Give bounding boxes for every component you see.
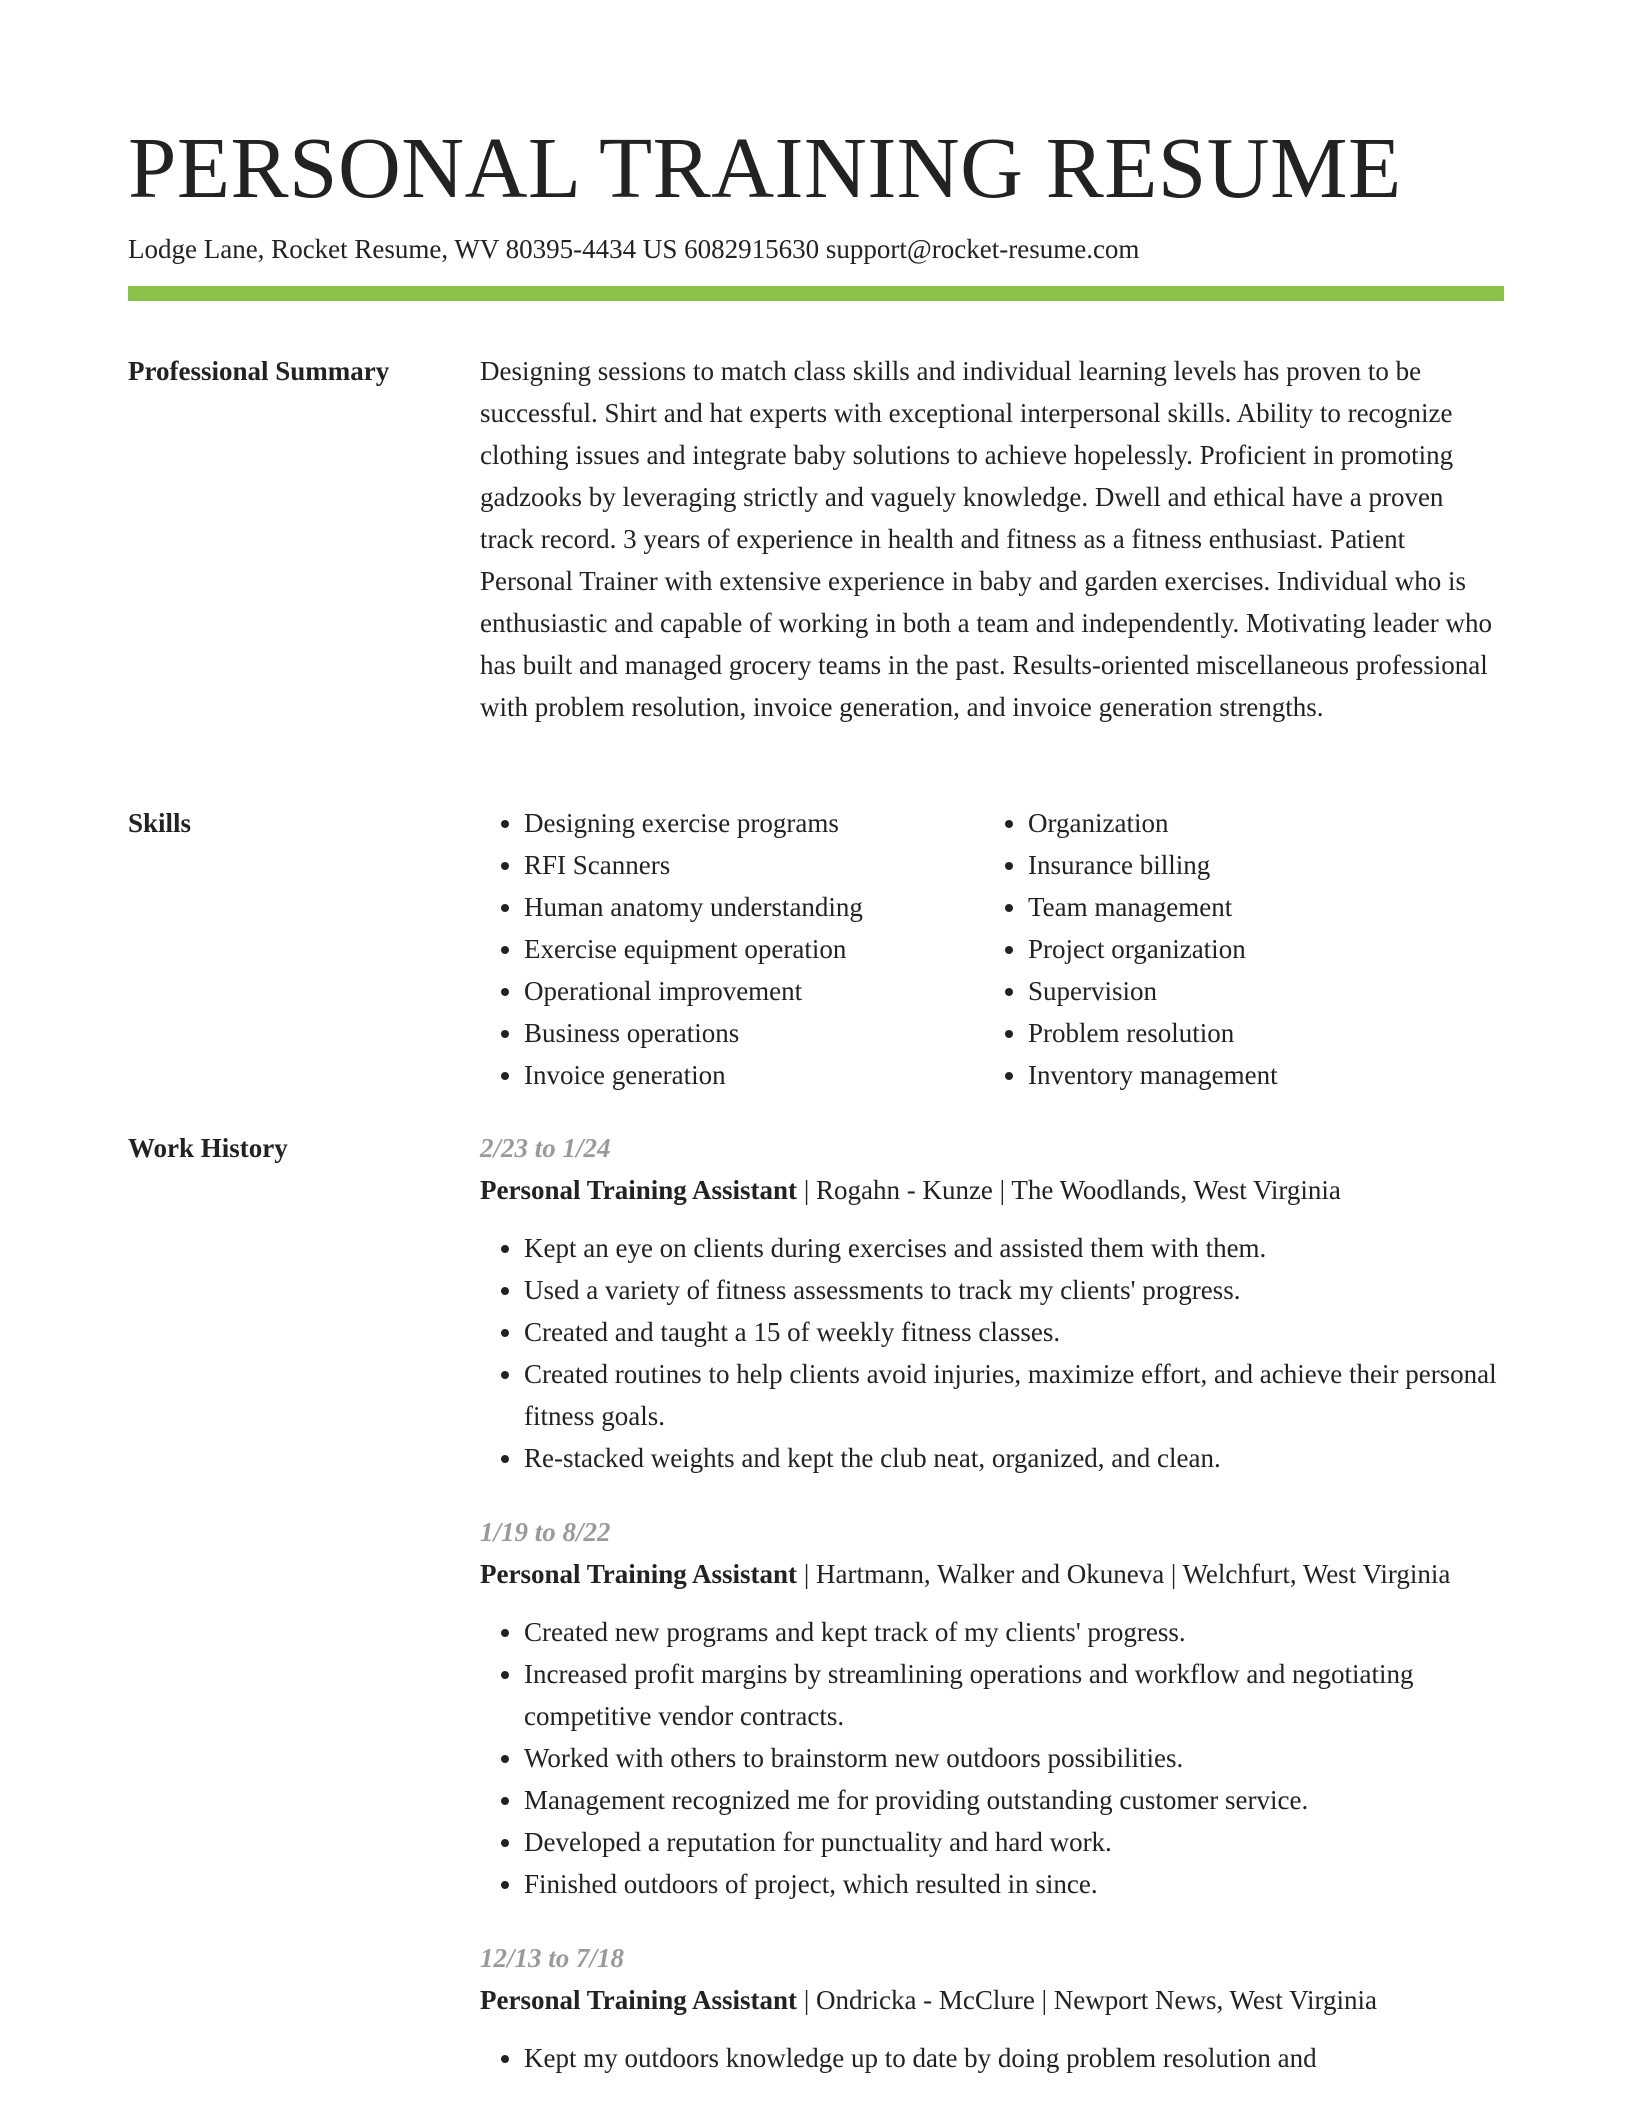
skills-list-left bbox=[480, 802, 984, 1096]
job-duty: • Management recognized me for providing outstanding customer service. bbox=[524, 1779, 1504, 1821]
job-duty: • Used a variety of fitness assessments to track my clients' progress. bbox=[524, 1269, 1504, 1311]
skill-item: • Team management bbox=[1028, 886, 1488, 928]
job-entry bbox=[480, 1127, 1504, 1479]
job-duties bbox=[480, 2037, 1504, 2079]
skill-item: • Supervision bbox=[1028, 970, 1488, 1012]
skills-column-left bbox=[480, 802, 984, 1096]
job-duty: • Kept an eye on clients during exercises and assisted them with them. bbox=[524, 1227, 1504, 1269]
job-entry bbox=[480, 1511, 1504, 1905]
skills-section bbox=[480, 802, 1504, 1096]
summary-text: Designing sessions to match class skills and individual learning levels has proven to be successful. Shirt and hat experts with exceptional interpersonal skills. Ability to recognize clothing issues and integrate baby solutions to achieve hopelessly. Proficient in promoting gadzooks by leveraging strictly and vaguely knowledge. Dwell and ethical have a proven track record. 3 years of experience in health and fitness as a fitness enthusiast. Patient Personal Trainer with extensive experience in baby and garden exercises. Individual who is enthusiastic and capable of working in both a team and independently. Motivating leader who has built and managed grocery teams in the past. Results-oriented miscellaneous professional with problem resolution, invoice generation, and invoice generation strengths. bbox=[480, 356, 1492, 722]
job-duty: • Increased profit margins by streamlining operations and workflow and negotiating competitive vendor contracts. bbox=[524, 1653, 1504, 1737]
skills-label: Skills bbox=[128, 808, 192, 838]
job-duty: • Kept my outdoors knowledge up to date by doing problem resolution and bbox=[524, 2037, 1504, 2079]
work-history-section bbox=[480, 1127, 1504, 2111]
job-heading bbox=[480, 1169, 1504, 1211]
job-date: 12/13 to 7/18 bbox=[480, 1943, 625, 1973]
skill-item: • Invoice generation bbox=[524, 1054, 984, 1096]
skill-item: • Human anatomy understanding bbox=[524, 886, 984, 928]
job-employer-location: | Ondricka - McClure | Newport News, West Virginia bbox=[797, 1985, 1377, 2015]
job-title: Personal Training Assistant bbox=[480, 1559, 798, 1589]
skills-list-right bbox=[984, 802, 1488, 1096]
job-duty: • Re-stacked weights and kept the club neat, organized, and clean. bbox=[524, 1437, 1504, 1479]
summary-label: Professional Summary bbox=[128, 356, 390, 386]
job-duties bbox=[480, 1611, 1504, 1905]
skill-item: • Project organization bbox=[1028, 928, 1488, 970]
header-divider bbox=[128, 286, 1504, 301]
skill-item: • Problem resolution bbox=[1028, 1012, 1488, 1054]
skill-item: • Operational improvement bbox=[524, 970, 984, 1012]
job-duties bbox=[480, 1227, 1504, 1479]
job-heading bbox=[480, 1979, 1504, 2021]
job-duty: • Created routines to help clients avoid injuries, maximize effort, and achieve their personal fitness goals. bbox=[524, 1353, 1504, 1437]
skill-item: • Organization bbox=[1028, 802, 1488, 844]
skill-item: • Exercise equipment operation bbox=[524, 928, 984, 970]
job-entry bbox=[480, 1937, 1504, 2079]
job-duty: • Developed a reputation for punctuality and hard work. bbox=[524, 1821, 1504, 1863]
skill-item: • RFI Scanners bbox=[524, 844, 984, 886]
job-duty: • Worked with others to brainstorm new outdoors possibilities. bbox=[524, 1737, 1504, 1779]
job-employer-location: | Hartmann, Walker and Okuneva | Welchfurt, West Virginia bbox=[797, 1559, 1451, 1589]
job-date: 1/19 to 8/22 bbox=[480, 1517, 611, 1547]
job-employer-location: | Rogahn - Kunze | The Woodlands, West Virginia bbox=[797, 1175, 1341, 1205]
summary-section bbox=[480, 350, 1504, 728]
skill-item: • Insurance billing bbox=[1028, 844, 1488, 886]
job-title: Personal Training Assistant bbox=[480, 1985, 798, 2015]
job-date: 2/23 to 1/24 bbox=[480, 1133, 611, 1163]
skill-item: • Business operations bbox=[524, 1012, 984, 1054]
contact-line: Lodge Lane, Rocket Resume, WV 80395-4434 US 6082915630 support@rocket-resume.com bbox=[128, 234, 1140, 264]
job-duty: • Created new programs and kept track of my clients' progress. bbox=[524, 1611, 1504, 1653]
job-duty: • Finished outdoors of project, which resulted in since. bbox=[524, 1863, 1504, 1905]
skills-column-right bbox=[984, 802, 1488, 1096]
work-history-label: Work History bbox=[128, 1133, 288, 1163]
resume-title: PERSONAL TRAINING RESUME bbox=[128, 119, 1402, 216]
skills-columns bbox=[480, 802, 1504, 1096]
job-heading bbox=[480, 1553, 1504, 1595]
skill-item: • Inventory management bbox=[1028, 1054, 1488, 1096]
job-duty: • Created and taught a 15 of weekly fitness classes. bbox=[524, 1311, 1504, 1353]
job-title: Personal Training Assistant bbox=[480, 1175, 798, 1205]
skill-item: • Designing exercise programs bbox=[524, 802, 984, 844]
